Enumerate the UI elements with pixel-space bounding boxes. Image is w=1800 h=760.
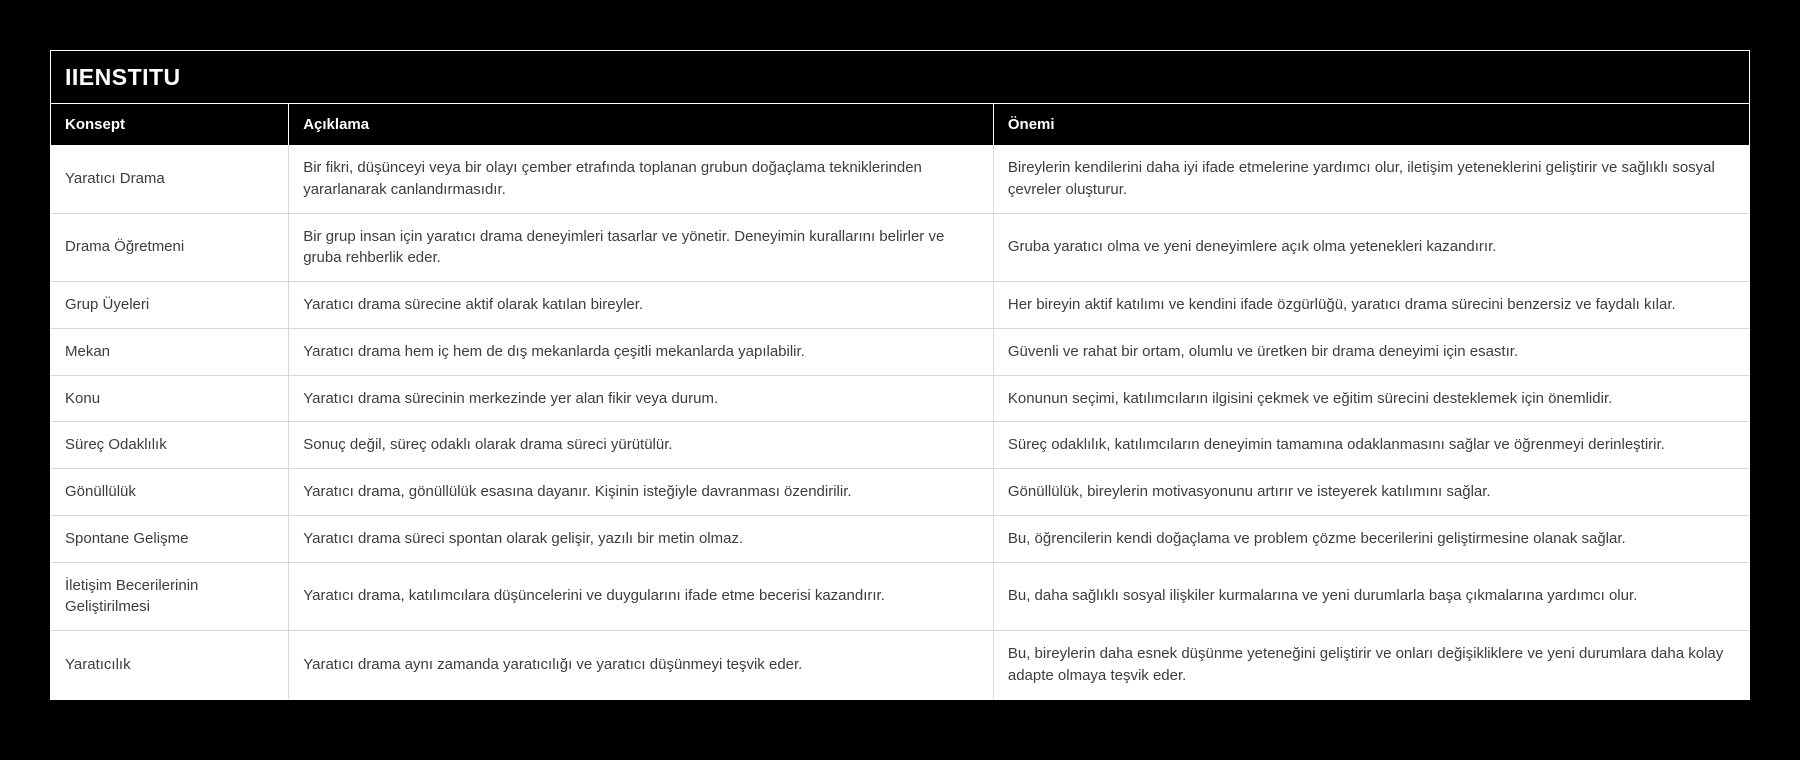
cell-onemi: Bireylerin kendilerini daha iyi ifade etmelerine yardımcı olur, iletişim yeteneklerini geliştirir ve sağlıklı sosyal çevreler oluşturur.: [993, 145, 1749, 213]
cell-konsept: Yaratıcılık: [51, 631, 289, 699]
cell-aciklama: Bir fikri, düşünceyi veya bir olayı çember etrafında toplanan grubun doğaçlama tekniklerinden yararlanarak canlandırmasıdır.: [289, 145, 994, 213]
table-row: [51, 422, 1749, 469]
cell-aciklama: Yaratıcı drama süreci spontan olarak gelişir, yazılı bir metin olmaz.: [289, 515, 994, 562]
cell-aciklama: Sonuç değil, süreç odaklı olarak drama süreci yürütülür.: [289, 422, 994, 469]
cell-aciklama: Yaratıcı drama, katılımcılara düşüncelerini ve duygularını ifade etme becerisi kazandırır.: [289, 562, 994, 631]
table-row: [51, 469, 1749, 516]
cell-aciklama: Yaratıcı drama hem iç hem de dış mekanlarda çeşitli mekanlarda yapılabilir.: [289, 328, 994, 375]
cell-onemi: Bu, öğrencilerin kendi doğaçlama ve problem çözme becerilerini geliştirmesine olanak sağlar.: [993, 515, 1749, 562]
cell-aciklama: Yaratıcı drama, gönüllülük esasına dayanır. Kişinin isteğiyle davranması özendirilir.: [289, 469, 994, 516]
cell-onemi: Süreç odaklılık, katılımcıların deneyimin tamamına odaklanmasını sağlar ve öğrenmeyi derinleştirir.: [993, 422, 1749, 469]
table-row: [51, 562, 1749, 631]
header-row: [51, 104, 1749, 145]
cell-aciklama: Yaratıcı drama sürecinin merkezinde yer alan fikir veya durum.: [289, 375, 994, 422]
table-header: [51, 104, 1749, 145]
table-body: [51, 145, 1749, 699]
cell-onemi: Gönüllülük, bireylerin motivasyonunu artırır ve isteyerek katılımını sağlar.: [993, 469, 1749, 516]
cell-konsept: Spontane Gelişme: [51, 515, 289, 562]
cell-aciklama: Bir grup insan için yaratıcı drama deneyimleri tasarlar ve yönetir. Deneyimin kurallarını belirler ve gruba rehberlik eder.: [289, 213, 994, 282]
cell-onemi: Konunun seçimi, katılımcıların ilgisini çekmek ve eğitim sürecini desteklemek için önemlidir.: [993, 375, 1749, 422]
table-row: [51, 631, 1749, 699]
cell-konsept: Konu: [51, 375, 289, 422]
column-header-onemi: Önemi: [993, 104, 1749, 145]
page-title: IIENSTITU: [51, 51, 1749, 104]
table-row: [51, 282, 1749, 329]
cell-konsept: Yaratıcı Drama: [51, 145, 289, 213]
table-row: [51, 375, 1749, 422]
cell-aciklama: Yaratıcı drama aynı zamanda yaratıcılığı ve yaratıcı düşünmeyi teşvik eder.: [289, 631, 994, 699]
concept-table: [51, 104, 1749, 699]
cell-konsept: Drama Öğretmeni: [51, 213, 289, 282]
column-header-aciklama: Açıklama: [289, 104, 994, 145]
table-row: [51, 145, 1749, 213]
cell-onemi: Güvenli ve rahat bir ortam, olumlu ve üretken bir drama deneyimi için esastır.: [993, 328, 1749, 375]
column-header-konsept: Konsept: [51, 104, 289, 145]
table-row: [51, 515, 1749, 562]
cell-onemi: Bu, daha sağlıklı sosyal ilişkiler kurmalarına ve yeni durumlarla başa çıkmalarına yardımcı olur.: [993, 562, 1749, 631]
table-row: [51, 328, 1749, 375]
cell-onemi: Bu, bireylerin daha esnek düşünme yeteneğini geliştirir ve onları değişikliklere ve yeni durumlara daha kolay adapte olmaya teşvik eder.: [993, 631, 1749, 699]
cell-konsept: İletişim Becerilerinin Geliştirilmesi: [51, 562, 289, 631]
cell-aciklama: Yaratıcı drama sürecine aktif olarak katılan bireyler.: [289, 282, 994, 329]
cell-onemi: Her bireyin aktif katılımı ve kendini ifade özgürlüğü, yaratıcı drama sürecini benzersiz ve faydalı kılar.: [993, 282, 1749, 329]
cell-onemi: Gruba yaratıcı olma ve yeni deneyimlere açık olma yetenekleri kazandırır.: [993, 213, 1749, 282]
cell-konsept: Süreç Odaklılık: [51, 422, 289, 469]
cell-konsept: Grup Üyeleri: [51, 282, 289, 329]
table-row: [51, 213, 1749, 282]
cell-konsept: Mekan: [51, 328, 289, 375]
cell-konsept: Gönüllülük: [51, 469, 289, 516]
concept-table-card: [50, 50, 1750, 700]
